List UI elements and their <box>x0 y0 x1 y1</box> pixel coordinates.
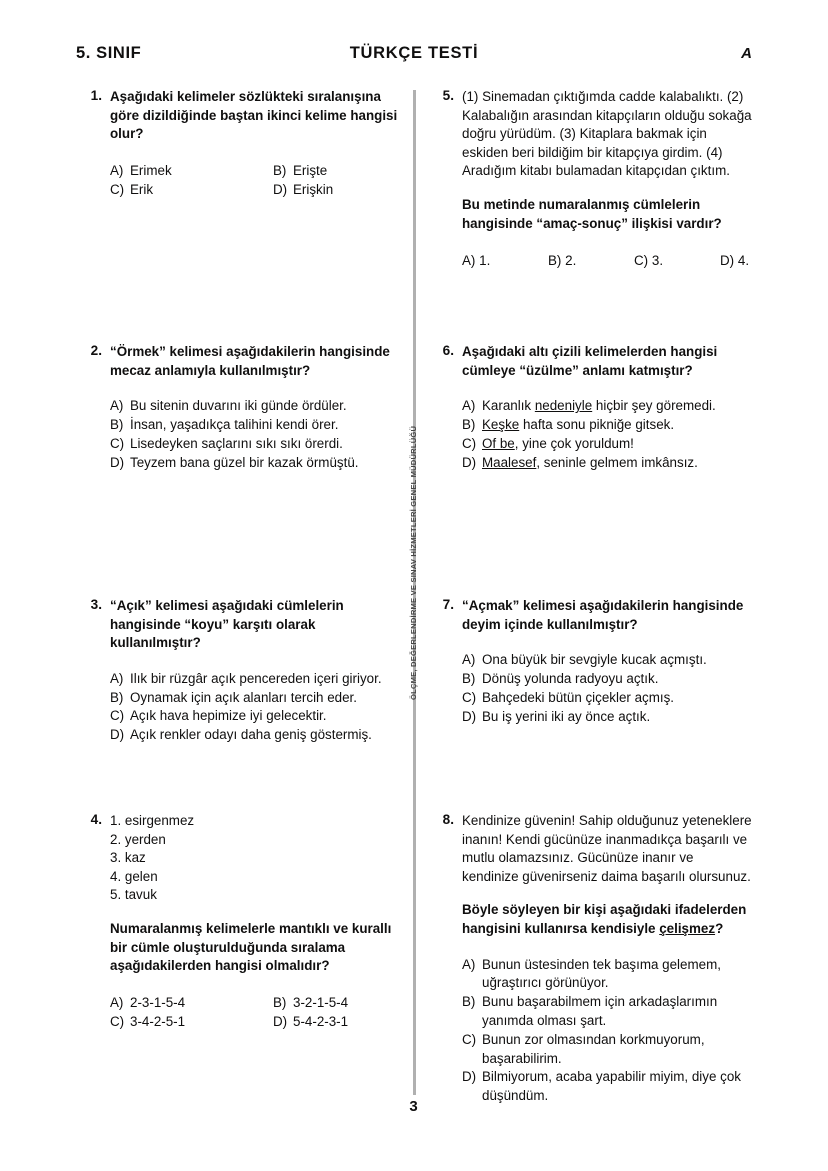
option-d[interactable] <box>273 180 398 200</box>
booklet-letter: A <box>741 45 752 62</box>
option-a-label: A) <box>110 994 124 1010</box>
question-2 <box>76 343 406 472</box>
option-b-text: 2. <box>565 253 577 269</box>
option-a-label: A) <box>110 398 124 414</box>
option-a-label: A) <box>110 670 124 686</box>
option-a[interactable] <box>110 993 273 1013</box>
option-c-label: C) <box>462 1031 477 1047</box>
option-c[interactable] <box>110 180 273 200</box>
option-a-text: 2-3-1-5-4 <box>130 994 186 1010</box>
word-list-item-2: 2. yerden <box>110 831 166 847</box>
question-3-options <box>110 670 406 745</box>
option-c-underlined: Of be <box>482 435 515 451</box>
option-a-text: Bunun üstesinden tek başıma gelemem, uğraştırıcı görünüyor. <box>482 956 721 991</box>
question-6-number: 6. <box>442 343 454 358</box>
option-d[interactable] <box>273 1012 406 1032</box>
option-d-label: D) <box>273 182 288 198</box>
option-c[interactable] <box>110 435 406 454</box>
option-a-text <box>482 397 753 416</box>
option-b[interactable] <box>548 253 634 268</box>
option-c-label: C) <box>110 182 125 198</box>
word-list-item-5: 5. tavuk <box>110 887 157 903</box>
exam-header <box>76 44 752 70</box>
question-8-stem-post: ? <box>715 920 724 936</box>
option-d-text: 4. <box>737 253 750 269</box>
question-5-options <box>462 253 753 268</box>
question-6-options <box>462 397 753 472</box>
question-7-stem-quote: “Açmak” <box>462 598 520 613</box>
option-d-post: , seninle gelmem imkânsız. <box>536 454 698 470</box>
question-2-stem-rest: kelimesi aşağıdakilerin hangisinde mecaz anlamıyla kullanılmıştır? <box>110 344 390 378</box>
question-7 <box>428 597 753 726</box>
question-8-passage: Kendinize güvenin! Sahip olduğunuz yeteneklere inanın! Kendi gücünüze inanmadıkça başarılı ve mutlu olamazsınız. Gücünüze inanır ve kendinize güvenirseniz daima başarılı olursunuz. <box>462 813 752 884</box>
option-c-label: C) <box>110 708 125 724</box>
option-d-text: 5-4-2-3-1 <box>293 1014 349 1030</box>
option-a-pre: Karanlık <box>482 398 535 414</box>
grade-label: 5. SINIF <box>76 44 142 62</box>
option-c[interactable] <box>110 1012 273 1032</box>
option-c-label: C) <box>110 435 125 451</box>
option-c-text: Bunun zor olmasından korkmuyorum, başarabilirim. <box>482 1031 705 1066</box>
option-c-text: Erik <box>130 182 154 198</box>
option-b[interactable] <box>462 670 753 689</box>
option-a-text: Ilık bir rüzgâr açık pencereden içeri giriyor. <box>130 670 382 686</box>
option-a-post: hiçbir şey göremedi. <box>592 398 716 414</box>
option-d-underlined: Maalesef <box>482 454 537 470</box>
option-d-text: Teyzem bana güzel bir kazak örmüştü. <box>130 454 359 470</box>
option-d-text: Açık renkler odayı daha geniş göstermiş. <box>130 727 372 743</box>
option-a[interactable] <box>462 397 753 416</box>
question-5-stem: Bu metinde numaralanmış cümlelerin hangisinde “amaç-sonuç” ilişkisi vardır? <box>462 196 722 231</box>
option-c-label: C) <box>110 1014 125 1030</box>
option-d-text: Erişkin <box>293 182 334 198</box>
option-a-label: A) <box>462 398 476 414</box>
option-c-post: , yine çok yoruldum! <box>514 435 634 451</box>
option-b-text: Bunu başarabilmem için arkadaşlarımın yanımda olması şart. <box>482 994 718 1028</box>
question-2-stem <box>110 343 406 380</box>
question-3-stem-quote: “Açık” <box>110 598 152 613</box>
option-d-label: D) <box>720 253 735 269</box>
question-5-number: 5. <box>442 88 454 103</box>
page-number <box>0 1098 828 1115</box>
option-a[interactable] <box>110 397 406 416</box>
option-c[interactable] <box>462 435 753 454</box>
question-3 <box>76 597 406 745</box>
option-c-text: 3. <box>651 253 664 269</box>
option-a-text: Bu sitenin duvarını iki günde ördüler. <box>130 398 347 414</box>
question-3-stem-rest: kelimesi aşağıdaki cümlelerin hangisinde “koyu” karşıtı olarak kullanılmıştır? <box>110 598 344 651</box>
option-d-label: D) <box>110 454 125 470</box>
option-c-text: Bahçedeki bütün çiçekler açmış. <box>482 689 675 705</box>
option-b-label: B) <box>273 994 287 1010</box>
option-b-text: 3-2-1-5-4 <box>293 994 349 1010</box>
option-b[interactable] <box>110 689 406 708</box>
option-b-label: B) <box>548 253 562 269</box>
option-d[interactable] <box>462 454 753 473</box>
option-b-text: İnsan, yaşadıkça talihini kendi örer. <box>130 416 339 432</box>
option-c-text: 3-4-2-5-1 <box>130 1014 186 1030</box>
option-c[interactable] <box>110 707 406 726</box>
word-list-item-4: 4. gelen <box>110 868 158 884</box>
option-c[interactable] <box>634 253 720 268</box>
word-list-item-1: 1. esirgenmez <box>110 813 195 828</box>
question-1-number: 1. <box>90 88 102 103</box>
option-b-text: Erişte <box>293 162 328 178</box>
question-4 <box>76 812 406 1032</box>
option-d[interactable] <box>110 454 406 473</box>
question-8 <box>428 812 753 1106</box>
option-c-label: C) <box>462 689 477 705</box>
question-6 <box>428 343 753 472</box>
option-b-label: B) <box>462 416 476 432</box>
question-5-passage: (1) Sinemadan çıktığımda cadde kalabalıktı. (2) Kalabalığın arasından kitapçıların olduğu sokağa doğru yürüdüm. (3) Kitaplara bakmak için eskiden beri bildiğim bir kitapçıya girdim. (4) Aradığım kitabı bulamadan kitapçıdan çıktım. <box>462 89 752 179</box>
option-d-label: D) <box>462 708 477 724</box>
question-4-word-list <box>110 812 406 905</box>
question-7-number: 7. <box>442 597 454 612</box>
option-b-post: hafta sonu pikniğe gitsek. <box>519 416 675 432</box>
question-8-stem-pre: Böyle söyleyen bir kişi aşağıdaki ifadelerden hangisini kullanırsa kendisiyle <box>462 902 747 936</box>
question-3-number: 3. <box>90 597 102 612</box>
option-d-label: D) <box>273 1014 288 1030</box>
option-b-underlined: Keşke <box>482 416 520 432</box>
option-d-text <box>482 454 753 473</box>
question-1-options <box>110 161 398 200</box>
page-number-value: 3 <box>409 1098 418 1115</box>
option-b[interactable] <box>462 416 753 435</box>
question-7-stem <box>462 597 753 634</box>
question-8-stem <box>462 901 753 938</box>
option-c-text: Açık hava hepimize iyi gelecektir. <box>130 708 327 724</box>
option-d-label: D) <box>462 1069 477 1085</box>
question-8-number: 8. <box>442 812 454 827</box>
question-1-stem: Aşağıdaki kelimeler sözlükteki sıralanışına göre dizildiğinde baştan ikinci kelime hangisi olur? <box>110 89 398 142</box>
question-4-number: 4. <box>90 812 102 827</box>
option-a-label: A) <box>462 956 476 972</box>
question-4-options <box>110 993 406 1032</box>
option-d[interactable] <box>720 253 753 268</box>
option-c-label: C) <box>462 435 477 451</box>
option-a[interactable] <box>462 956 753 994</box>
question-4-stem: Numaralanmış kelimelerle mantıklı ve kurallı bir cümle oluşturulduğunda sıralama aşağıdakilerden hangisi olmalıdır? <box>110 920 392 974</box>
option-a-label: A) <box>110 162 124 178</box>
option-a[interactable] <box>110 670 406 689</box>
option-b-label: B) <box>462 994 476 1010</box>
option-a[interactable] <box>462 651 753 670</box>
question-3-stem <box>110 597 406 653</box>
option-b-text <box>482 416 753 435</box>
option-b-label: B) <box>273 162 287 178</box>
option-a[interactable] <box>110 161 273 181</box>
question-2-options <box>110 397 406 472</box>
option-a[interactable] <box>462 253 548 268</box>
option-a-label: A) <box>462 253 476 269</box>
question-2-number: 2. <box>90 343 102 358</box>
option-b[interactable] <box>110 416 406 435</box>
option-c-text <box>482 435 753 454</box>
option-a-label: A) <box>462 652 476 668</box>
option-a-underlined: nedeniyle <box>534 398 593 414</box>
question-7-stem-rest: kelimesi aşağıdakilerin hangisinde deyim içinde kullanılmıştır? <box>462 598 744 632</box>
option-d-text: Bu iş yerini iki ay önce açtık. <box>482 708 651 724</box>
word-list-item-3: 3. kaz <box>110 850 146 866</box>
question-8-stem-underlined: çelişmez <box>659 920 716 936</box>
question-1 <box>76 88 398 200</box>
option-c-text: Lisedeyken saçlarını sıkı sıkı örerdi. <box>130 435 343 451</box>
option-d-label: D) <box>462 454 477 470</box>
option-a-text: Erimek <box>130 162 172 178</box>
option-b-text: Oynamak için açık alanları tercih eder. <box>130 689 357 705</box>
option-b-label: B) <box>462 670 476 686</box>
issuing-authority-caption: ÖLÇME, DEĞERLENDİRME VE SINAV HİZMETLERİ GENEL MÜDÜRLÜĞÜ <box>409 425 418 700</box>
option-b-text: Dönüş yolunda radyoyu açtık. <box>482 670 659 686</box>
question-5 <box>428 88 753 268</box>
option-d-text: Bilmiyorum, acaba yapabilir miyim, diye çok düşündüm. <box>482 1069 741 1104</box>
option-c-label: C) <box>634 253 649 269</box>
option-d[interactable] <box>110 726 406 745</box>
option-b-label: B) <box>110 416 124 432</box>
option-d-label: D) <box>110 727 125 743</box>
question-8-options <box>462 956 753 1106</box>
question-2-stem-quote: “Örmek” <box>110 344 166 359</box>
question-7-options <box>462 651 753 726</box>
option-b[interactable] <box>273 993 406 1013</box>
option-c[interactable] <box>462 689 753 708</box>
question-6-stem: Aşağıdaki altı çizili kelimelerden hangisi cümleye “üzülme” anlamı katmıştır? <box>462 344 718 378</box>
option-b-label: B) <box>110 689 124 705</box>
option-b[interactable] <box>462 993 753 1031</box>
option-c[interactable] <box>462 1031 753 1069</box>
option-b[interactable] <box>273 161 398 181</box>
option-d[interactable] <box>462 708 753 727</box>
option-a-text: 1. <box>479 253 491 269</box>
option-a-text: Ona büyük bir sevgiyle kucak açmıştı. <box>482 652 707 668</box>
test-title: TÜRKÇE TESTİ <box>349 44 479 62</box>
